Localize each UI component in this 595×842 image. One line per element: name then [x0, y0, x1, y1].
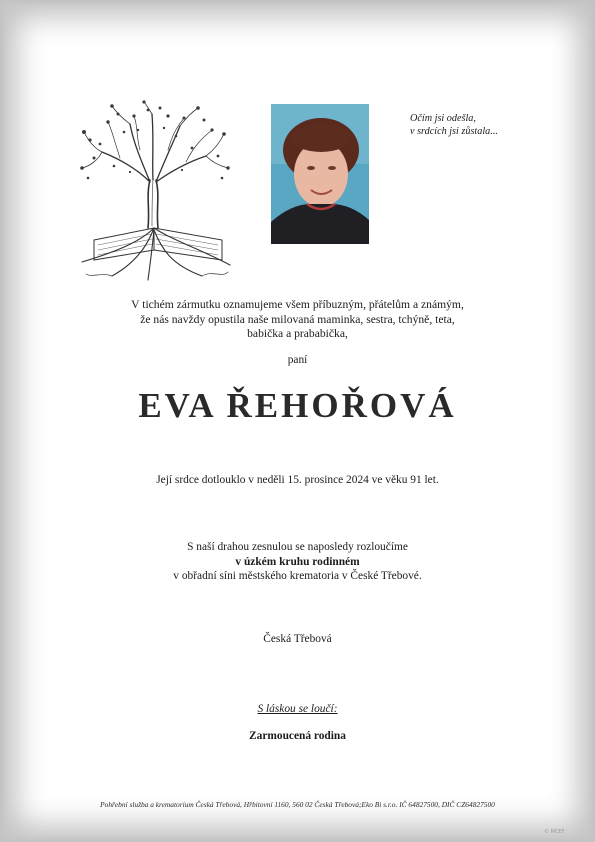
honorific: paní [287, 354, 308, 366]
portrait-photo [271, 104, 369, 244]
quote-line-2: v srdcích jsi zůstala... [410, 126, 498, 137]
funeral-service-footer: Pohřební služba a krematorium Česká Třebová, Hřbitovní 1160, 560 02 Česká Třebová;Eko Bi s.r.o. IČ 64827500, DIČ CZ64827500 [100, 800, 495, 809]
farewell-line-1: S naší drahou zesnulou se naposledy rozloučíme [187, 541, 408, 553]
tree-on-book-icon [72, 100, 234, 282]
announcement-line-2: že nás navždy opustila naše milovaná maminka, sestra, tchýně, teta, [140, 312, 455, 326]
quote-line-1: Očím jsi odešla, [410, 113, 476, 124]
deceased-name: EVA ŘEHOŘOVÁ [138, 386, 457, 425]
memorial-quote [410, 112, 570, 138]
farewell-line-3: v obřadní síni městského krematoria v České Třebové. [173, 570, 422, 582]
place: Česká Třebová [263, 633, 332, 645]
death-notice: Její srdce dotlouklo v neděli 15. prosince 2024 ve věku 91 let. [156, 474, 439, 486]
signoff-family: Zarmoucená rodina [249, 730, 346, 742]
announcement-line-1: V tichém zármutku oznamujeme všem příbuzným, přátelům a známým, [131, 298, 464, 311]
farewell-text [40, 540, 555, 584]
announcement-line-3: babička a prababička, [247, 327, 348, 341]
farewell-line-2: v úzkém kruhu rodinném [235, 555, 360, 568]
announcement-text [40, 298, 555, 342]
signoff-label: S láskou se loučí: [257, 703, 338, 715]
corner-mark: © MCEF [544, 829, 565, 835]
